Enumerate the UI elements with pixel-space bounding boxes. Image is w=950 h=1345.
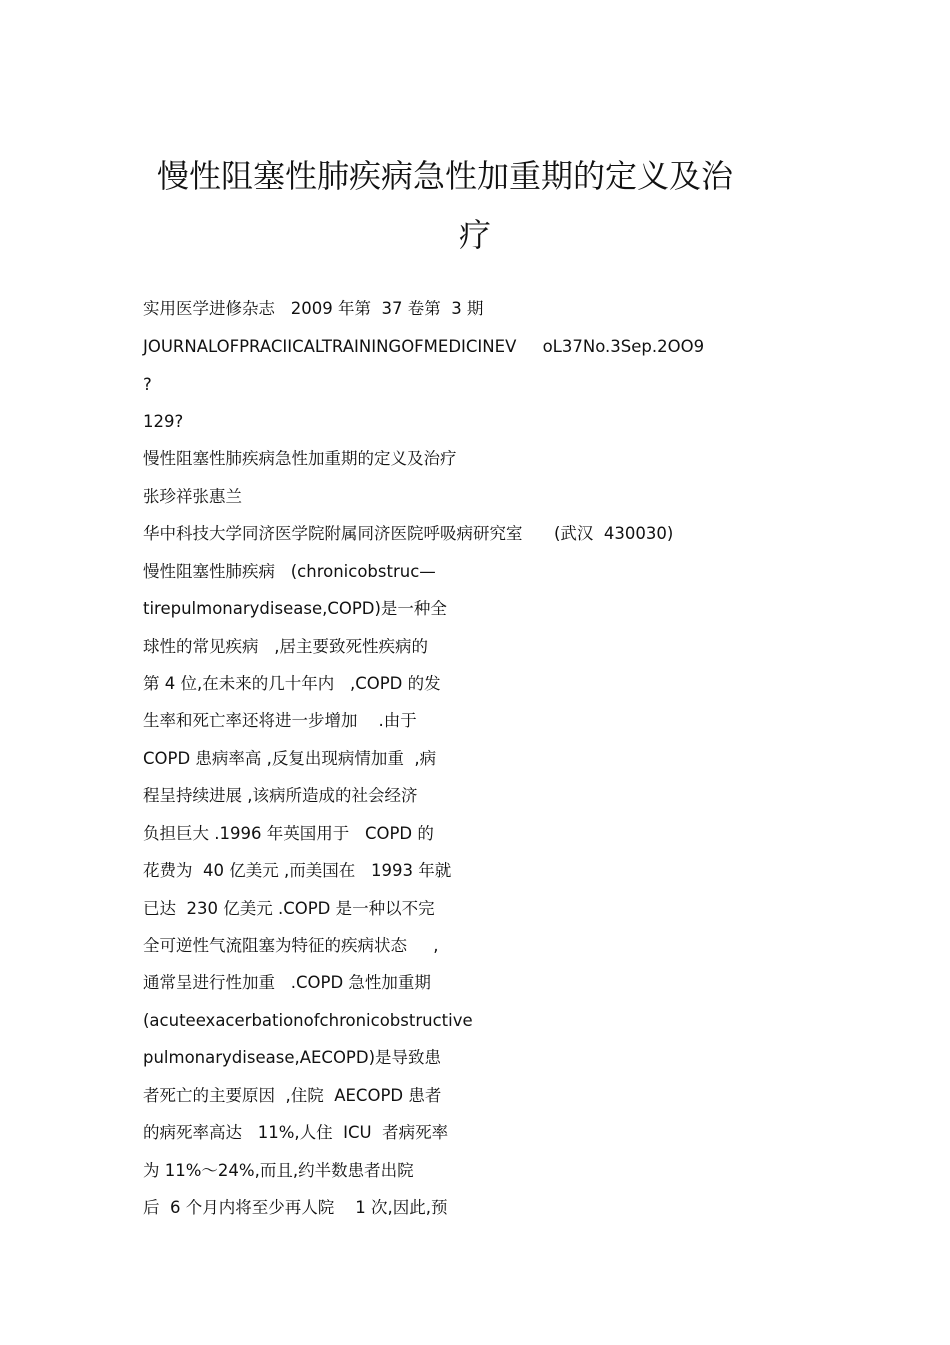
text-line: 为 11%～24%,而且,约半数患者出院 — [143, 1161, 414, 1180]
text-line: ? — [143, 375, 152, 394]
page-number-line: 129? — [143, 412, 184, 431]
text-line: 第 4 位,在未来的几十年内 ,COPD 的发 — [143, 674, 441, 693]
text-line: 生率和死亡率还将进一步增加 .由于 — [143, 711, 417, 730]
affiliation-line: 华中科技大学同济医学院附属同济医院呼吸病研究室 (武汉 430030) — [143, 524, 674, 543]
text-line: tirepulmonarydisease,COPD)是一种全 — [143, 599, 447, 618]
text-line: pulmonarydisease,AECOPD)是导致患 — [143, 1048, 442, 1067]
text-line: COPD 患病率高 ,反复出现病情加重 ,病 — [143, 749, 437, 768]
document-title-line-1: 慢性阻塞性肺疾病急性加重期的定义及治 — [156, 157, 733, 195]
document-title-line-2: 疗 — [458, 216, 491, 254]
journal-issue-line: 实用医学进修杂志 2009 年第 37 卷第 3 期 — [143, 299, 484, 318]
journal-english-line: JOURNALOFPRACIICALTRAININGOFMEDICINEV oL37No.3Sep.2OO9 — [143, 337, 705, 356]
text-line: 负担巨大 .1996 年英国用于 COPD 的 — [143, 824, 434, 843]
text-line: 全可逆性气流阻塞为特征的疾病状态 , — [143, 936, 439, 955]
text-line: 已达 230 亿美元 .COPD 是一种以不完 — [143, 899, 435, 918]
authors-line: 张珍祥张惠兰 — [143, 487, 242, 506]
text-line: 花费为 40 亿美元 ,而美国在 1993 年就 — [143, 861, 452, 880]
text-line: 的病死率高达 11%,人住 ICU 者病死率 — [143, 1123, 449, 1142]
text-line: (acuteexacerbationofchronicobstructive — [143, 1011, 473, 1030]
text-line: 者死亡的主要原因 ,住院 AECOPD 患者 — [143, 1086, 442, 1105]
text-line: 通常呈进行性加重 .COPD 急性加重期 — [143, 973, 431, 992]
article-title-line: 慢性阻塞性肺疾病急性加重期的定义及治疗 — [143, 449, 457, 468]
text-line: 程呈持续进展 ,该病所造成的社会经济 — [143, 786, 418, 805]
text-line: 后 6 个月内将至少再人院 1 次,因此,预 — [143, 1198, 448, 1217]
text-line: 球性的常见疾病 ,居主要致死性疾病的 — [143, 637, 428, 656]
text-line: 慢性阻塞性肺疾病 (chronicobstruc— — [143, 562, 436, 581]
